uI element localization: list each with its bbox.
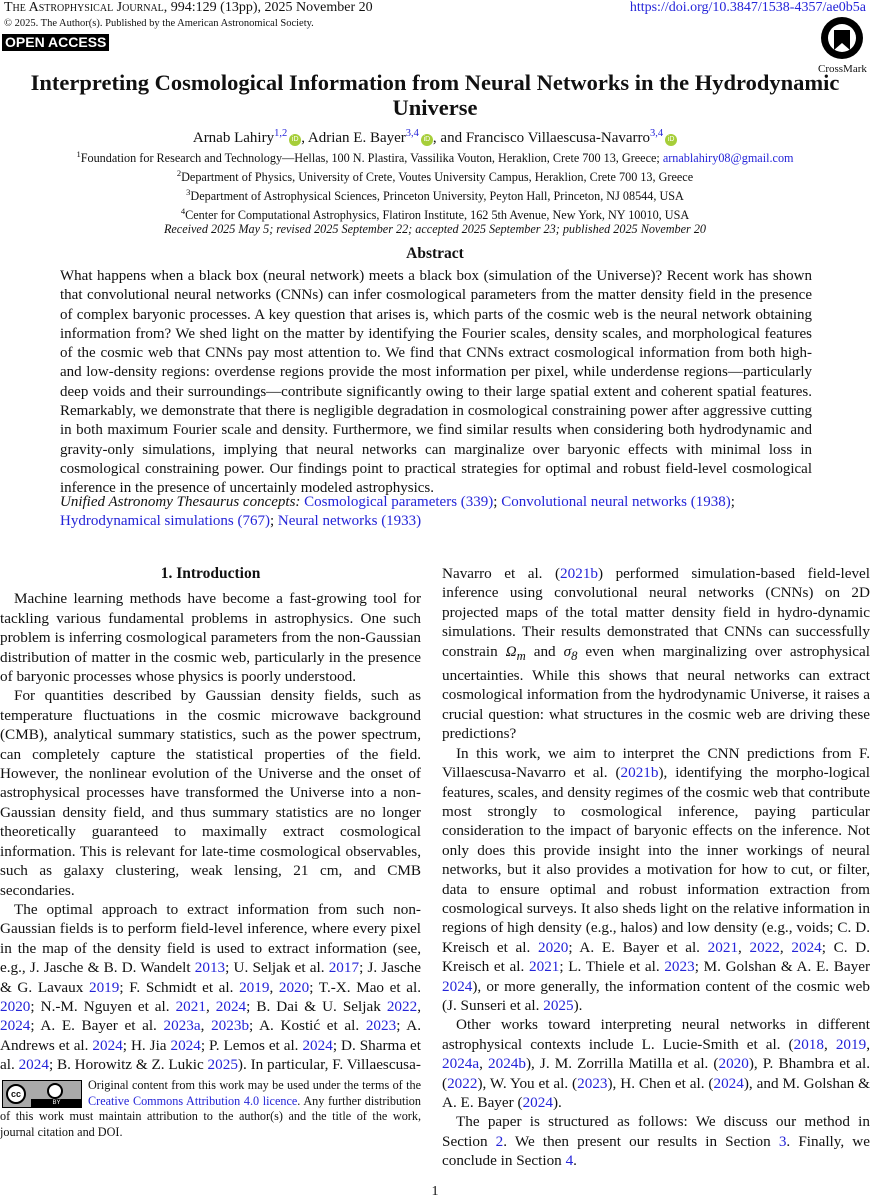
uat-label: Unified Astronomy Thesaurus concepts: [60,494,305,510]
citation-link[interactable]: 2024b [488,1055,526,1073]
open-access-badge: OPEN ACCESS [2,34,109,51]
uat-concept-link[interactable]: Hydrodynamical simulations (767) [60,513,270,530]
author-name: Arnab Lahiry [192,130,275,146]
affiliation [0,147,870,166]
author-name: Francisco Villaescusa-Navarro [465,130,650,146]
paper-title: Interpreting Cosmological Information from Neural Networks in the Hydrodynamic Universe [30,70,840,120]
paragraph: Other works toward interpreting neural networks in different astrophysical contexts include L. Lucie-Smith et al. (2018, 2019, 2024a, 2024b), J. M. Zorrilla Matilla et al. (2020), P. Bhambra et al. (2022), W. You et al. (2023), H. Chen et al. (2024), and M. Golshan & A. E. Bayer (2024). [442,1016,870,1111]
license-text: Original content from this work may be used under the terms of the [88,1078,421,1092]
math-symbol: $\Omega_m$ [505,642,526,663]
cc-by-badge[interactable] [2,1080,82,1108]
citation-link[interactable]: 2024 [713,1074,744,1092]
section-heading: 1. Introduction [160,565,261,582]
email-link[interactable]: arnablahiry08@gmail.com [662,151,794,166]
paragraph: The paper is structured as follows: We discuss our method in Section 2. We then present our results in Section 3. Finally, we conclude in Section 4. [442,1113,870,1170]
citation-link[interactable]: 2024 [522,1094,553,1111]
citation-link[interactable]: 2019 [835,1035,867,1053]
uat-concept-link[interactable]: Neural networks (1933) [277,513,422,530]
citation-link[interactable]: 2020 [718,1055,749,1073]
page-number: 1 [431,1184,439,1199]
citation-link[interactable]: 2021 [175,997,206,1015]
affiliation [0,204,870,223]
author-list: Arnab Lahiry$^{1,2}$iD , Adrian E. Bayer$^{3,4}$iD , and Francisco Villaescusa-Navarro$^{3,4}$iD [0,128,870,147]
citation-link[interactable]: 2021 [529,958,560,976]
affiliation [0,185,870,204]
cc-icon: cc [6,1084,26,1104]
affiliation-number: 1 [76,149,81,159]
author-name: Adrian E. Bayer [307,130,406,146]
orcid-icon[interactable]: iD [421,134,433,146]
citation-link[interactable]: 2023b [211,1017,250,1035]
attribution-icon [47,1083,63,1099]
journal-citation [4,0,373,16]
citation-link[interactable]: 2023 [577,1074,608,1092]
citation-link[interactable]: 2025 [543,996,574,1014]
affiliation-text: Center for Computational Astrophysics, Flatiron Institute, 162 5th Avenue, New York, NY 10010, USA [185,207,690,222]
abstract-text: What happens when a black box (neural network) meets a black box (simulation of the Universe)? Recent work has shown that convolutional neural networks (CNNs) can infer cosmological parameters from the matter density field in the presence of complex baryonic processes. A key question that arises is, which parts of the cosmic web is the neural network obtaining information from? We shed light on the matter by identifying the Fourier scales, density scales, and morphological features of the cosmic web that CNNs pay most attention to. We find that CNNs extract cosmological information from both high- and low-density regions: overdense regions provide the most information per pixel, while underdense regions—particularly deep voids and their surroundings—contribute significantly owing to their large spatial extent and coherent spatial features. Remarkably, we demonstrate that there is negligible degradation in cosmological constraining power after aggressive cutting in both maximum Fourier scale and density. Furthermore, we find similar results when considering both hydrodynamic and gravity-only simulations, implying that neural networks can marginalize over baryonic effects with minimal loss in cosmological constraining power. Our findings point to practical strategies for optimal and robust field-level cosmological inference in the presence of uncertainly modeled astrophysics. [60,268,812,497]
affiliations [0,147,870,237]
citation-link[interactable]: 2022 [386,997,418,1015]
license-notice [0,1078,421,1140]
crossmark-icon [820,16,864,60]
citation-link[interactable]: 2023 [365,1017,397,1035]
doi-link[interactable]: https://doi.org/10.3847/1538-4357/ae0b5a [629,0,866,15]
citation-link[interactable]: 2024 [302,1036,333,1054]
citation-link[interactable]: 2024a [442,1055,480,1073]
paragraph: In this work, we aim to interpret the CNN predictions from F. Villaescusa-Navarro et al. (2021b), identifying the morpho-logical features, scales, and density regimes of the cosmic web that contribute most strongly to cosmological inference, paying particular consideration to the impact of baryonic effects on the inference. Not only does this provide insight into the inner workings of neural networks, but it also provides a motivation for how to cut, or filter, data to ensure optimal and robust information extraction from cosmological surveys. It also sheds light on the relative information in regions of high density (e.g., halos) and low density (e.g., voids; C. D. Kreisch et al. 2020; A. E. Bayer et al. 2021, 2022, 2024; C. D. Kreisch et al. 2021; L. Thiele et al. 2023; M. Golshan & A. E. Bayer 2024), or more generally, the information content of the cosmic web (J. Sunseri et al. 2025). [442,744,870,1014]
paragraph: Navarro et al. (2021b) performed simulation-based field-level inference using convolutional neural networks (CNNs) on 2D projected maps of the total matter density field in hydro-dynamic simulations. Their results demonstrated that CNNs can successfully constrain $\Omega_m$ and $\sigma_8$ even when marginalizing over astrophysical uncertainties. While this shows that neural networks can extract cosmological information from the hydrodynamic Universe, it raises a crucial question: what structures in the cosmic web are driving these predictions? [442,565,870,743]
right-column [442,564,870,1171]
citation-link[interactable]: 2025 [207,1056,238,1074]
citation-link[interactable]: 2024 [791,938,822,956]
left-column [0,564,421,1075]
crossmark-label: CrossMark [818,63,867,75]
affiliation [0,166,870,185]
citation-link[interactable]: 2021b [560,565,599,582]
paragraph: Machine learning methods have become a fast-growing tool for tackling various fundamental problems in astrophysics. One such problem is inferring cosmological parameters from the non-Gaussian distribution of matter in the cosmic web, particularly in the presence of baryonic processes whose physics is poorly understood. [0,590,421,686]
crossmark-button[interactable] [818,16,866,75]
citation-link[interactable]: 2013 [194,959,226,977]
citation-link[interactable]: 2022 [749,938,780,956]
citation-link[interactable]: 2024 [18,1056,49,1074]
citation-link[interactable]: 2022 [447,1074,478,1092]
paragraph: For quantities described by Gaussian density fields, such as temperature fluctuations in the cosmic microwave background (CMB), analytical summary statistics, such as the power spectrum, can completely capture the statistical properties of the field. However, the nonlinear evolution of the Universe and the onset of astrophysical processes have transformed the Universe into a non-Gaussian density field, and thus summary statistics are no longer theoretically guaranteed to maximally extract cosmological information. This is relevant for late-time cosmological observables, such as galaxy clustering, weak lensing, 21 cm, and CMB secondaries. [0,687,421,899]
math-subscript: m [516,648,526,663]
license-text-end: . Any further distribution of this work must maintain attribution to the author(s) and the title of the work, journal citation and DOI. [0,1093,421,1139]
math-symbol: $\sigma_8$ [563,642,578,663]
journal-name: The Astrophysical Journal [4,0,164,15]
affiliation-number: 3 [186,186,191,197]
citation-link[interactable]: 2020 [538,938,569,956]
citation-link[interactable]: 2020 [278,978,310,996]
citation-link[interactable]: 2024 [0,1017,31,1035]
math-subscript: 8 [571,648,578,663]
citation-link[interactable]: 2021b [620,764,659,782]
author-affiliation-ref[interactable]: 3,4 [405,128,419,139]
orcid-icon[interactable]: iD [665,134,677,146]
by-label: BY [31,1099,82,1107]
license-link[interactable]: Creative Commons Attribution 4.0 licence [88,1093,298,1108]
citation-link[interactable]: 2024 [215,997,247,1015]
affiliation-text: Foundation for Research and Technology—Hellas, 100 N. Plastira, Vassilika Vouton, Heraklion, Crete 700 13, Greece; [80,151,663,166]
copyright-notice: © 2025. The Author(s). Published by the American Astronomical Society. [4,18,314,29]
citation-link[interactable]: 2017 [328,959,360,977]
publication-dates: Received 2025 May 5; revised 2025 September 22; accepted 2025 September 23; published 2025 November 20 [163,222,707,237]
citation-link[interactable]: 2020 [0,997,31,1015]
affiliation-number: 2 [176,167,182,178]
citation-link[interactable]: 2018 [793,1035,824,1053]
orcid-icon[interactable]: iD [289,134,301,146]
author-affiliation-ref[interactable]: 1,2 [274,128,288,139]
citation-link[interactable]: 2024 [170,1036,201,1054]
affiliation-text: Department of Astrophysical Sciences, Princeton University, Peyton Hall, Princeton, NJ 08544, USA [190,188,684,203]
abstract-heading: Abstract [406,245,464,262]
citation-link[interactable]: 2024 [92,1036,123,1054]
citation-link[interactable]: 2024 [442,977,473,995]
citation-link[interactable]: 3 [778,1132,787,1150]
affiliation-number: 4 [180,205,186,216]
citation-link[interactable]: 2 [495,1132,504,1150]
citation-link[interactable]: 4 [565,1152,574,1170]
affiliation-text: Department of Physics, University of Crete, Voutes University Campus, Heraklion, Crete 700 13, Greece [181,169,694,184]
citation-link[interactable]: 2023a [163,1017,201,1035]
uat-concepts: Unified Astronomy Thesaurus concepts: Cosmological parameters (339); Convolutional neural networks (1938); Hydrodynamical simulations (767); Neural networks (1933) [60,494,735,530]
citation-link[interactable]: 2023 [664,958,695,976]
citation-details: , 994:129 (13pp), 2025 November 20 [163,0,373,15]
uat-concept-link[interactable]: Convolutional neural networks (1938) [501,494,731,510]
author-affiliation-ref[interactable]: 3,4 [650,128,664,139]
citation-link[interactable]: 2019 [239,978,270,996]
uat-concept-link[interactable]: Cosmological parameters (339) [304,494,494,510]
citation-link[interactable]: 2019 [88,978,120,996]
citation-link[interactable]: 2021 [707,938,739,956]
paragraph: The optimal approach to extract information from such non-Gaussian fields is to perform field-level inference, where every pixel in the map of the density field is used to extract information (see, e.g., J. Jasche & B. D. Wandelt 2013; U. Seljak et al. 2017; J. Jasche & G. Lavaux 2019; F. Schmidt et al. 2019, 2020; T.-X. Mao et al. 2020; N.-M. Nguyen et al. 2021, 2024; B. Dai & U. Seljak 2022, 2024; A. E. Bayer et al. 2023a, 2023b; A. Kostić et al. 2023; A. Andrews et al. 2024; H. Jia 2024; P. Lemos et al. 2024; D. Sharma et al. 2024; B. Horowitz & Z. Lukic 2025). In particular, F. Villaescusa- [0,900,421,1074]
